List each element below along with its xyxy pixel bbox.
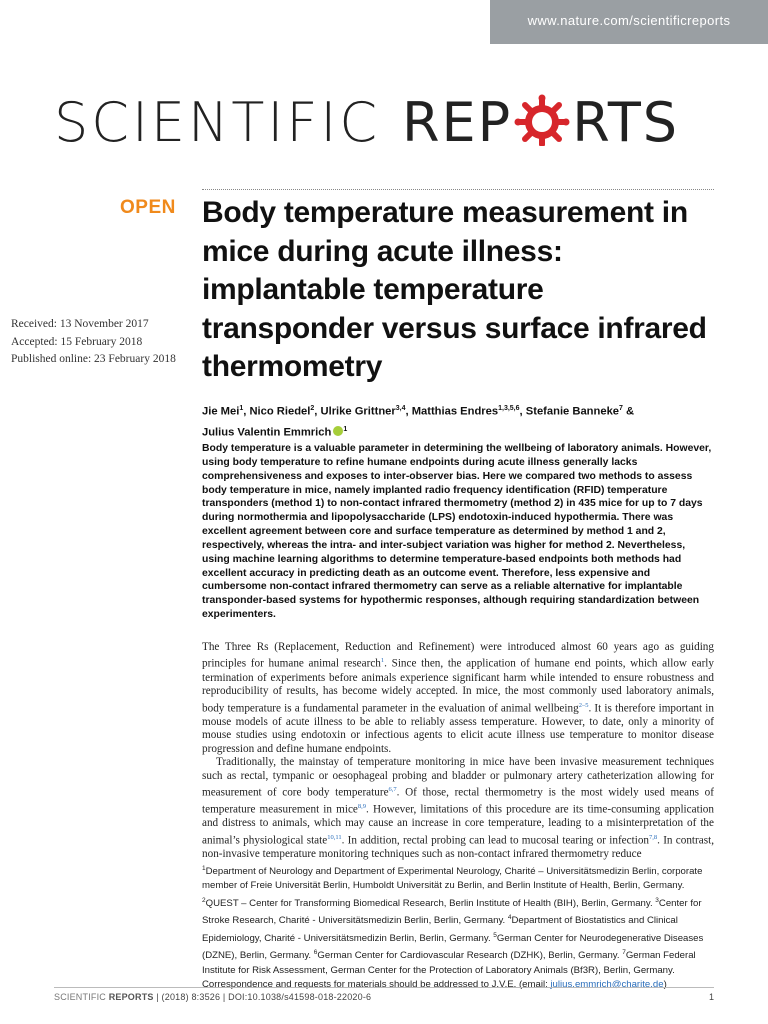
reference-link[interactable]: 8,9 (357, 803, 367, 811)
affiliation-4: Department of Biostatistics and Clinical Epidemiology, Charité - Universitätsmedizin Berlin, Berlin, Germany. (202, 915, 678, 944)
body-paragraph: Traditionally, the mainstay of temperature monitoring in mice have been invasive measurement techniques such as rectal, tympanic or oesophageal probing and bladder or pulmonary artery catheterization allowing for measurement of core body temperature$^{6,7}$. Of those, rectal thermometry is the most widely used means of temperature measurement in mice$^{8,9}$. However, limitations of this procedure are its time-consuming application and distress to animals, which may cause an increase in core temperature, leading to a misinterpretation of the animal’s physiological state$^{10,11}$. In addition, rectal probing can lead to mucosal tearing or infection$^{7,8}$. In contrast, non-invasive temperature monitoring techniques such as non-contact infrared thermometry reduce (202, 756, 714, 861)
affiliation-7: German Federal Institute for Risk Assessment, German Center for the Protection of Laboratory Animals (Bf3R), Berlin, Germany. (202, 950, 696, 976)
author-affiliation: 2 (310, 405, 315, 412)
received-date: Received: 13 November 2017 (11, 318, 149, 330)
open-access-label: OPEN (120, 197, 176, 218)
correspondence-note: Correspondence and requests for materials should be addressed to J.V.E. (email: (202, 979, 551, 991)
author-affiliation: 3,4 (395, 405, 406, 412)
reference-link[interactable]: 10,11 (327, 833, 342, 841)
affiliations: $^1$Department of Neurology and Department of Experimental Neurology, Charité – Universitätsmedizin Berlin, corporate member of Freie Universität Berlin, Humboldt Universität zu Berlin, and Berlin Institute of Health, Berlin, Germany. $^2$QUEST – Center for Transforming Biomedical Research, Berlin Institute of Health (BIH), Berlin, Germany. $^3$Center for Stroke Research, Charité - Universitätsmedizin Berlin, Berlin, Germany. $^4$Department of Biostatistics and Clinical Epidemiology, Charité - Universitätsmedizin Berlin, Berlin, Germany. $^5$German Center for Neurodegenerative Diseases (DZNE), Berlin, Germany. $^6$German Center for Cardiovascular Research (DZHK), Berlin, Germany. $^7$German Federal Institute for Risk Assessment, German Center for the Protection of Laboratory Animals (Bf3R), Berlin, Germany. Correspondence and requests for materials should be addressed to J.V.E. (email: julius.emmrich@charite.de) (202, 865, 704, 991)
reference-link[interactable]: 1 (380, 657, 385, 665)
accepted-date: Accepted: 15 February 2018 (11, 335, 143, 348)
author-name[interactable]: Jie Mei (202, 405, 240, 418)
footer-divider (54, 987, 714, 988)
published-date: Published online: 23 February 2018 (11, 353, 176, 365)
reference-link[interactable]: 7,8 (649, 833, 658, 841)
masthead-rts: RTS (572, 90, 680, 154)
article-title: Body temperature measurement in mice during acute illness: implantable temperature transponder versus surface infrared thermometry (202, 196, 707, 383)
author-affiliation: 7 (619, 405, 623, 412)
body-paragraph: The Three Rs (Replacement, Reduction and Refinement) were introduced almost 60 years ago as guiding principles for humane animal research$^1$. Since then, the application of humane end points, which allow early termination of experiments before animals experience significant harm while intended to ensure robustness and reproducibility of results, has become widely accepted. In mice, the most commonly used laboratory animals, body temperature is a fundamental parameter in the evaluation of animal wellbeing$^{2-5}$. It is therefore important in mouse models of acute illness to be able to reliably assess temperature. However, to date, only a minority of mouse studies using endotoxin or infectious agents to elicit acute illness use temperature to monitor disease progression and define humane endpoints. (202, 641, 715, 755)
affiliation-1: Department of Neurology and Department of Experimental Neurology, Charité – Universitätsmedizin Berlin, corporate member of Freie Universität Berlin, Humboldt Universität zu Berlin, and Berlin Institute of Health, Berlin, Germany. (202, 866, 703, 892)
footer-citation[interactable]: | (2018) 8:3526 | DOI:10.1038/s41598-018-22020-6 (153, 992, 372, 1002)
orcid-icon[interactable] (333, 426, 343, 436)
author-affiliation: 1,3,5,6 (498, 405, 520, 412)
correspondence-email-link[interactable]: julius.emmrich@charite.de (550, 979, 664, 991)
affiliation-2: QUEST – Center for Transforming Biomedical Research, Berlin Institute of Health (BIH), Berlin, Germany. (205, 897, 656, 909)
page-number: 1 (708, 992, 714, 1002)
header-divider (202, 189, 714, 190)
journal-url[interactable]: www.nature.com/scientificreports (527, 13, 731, 28)
journal-url-bar (490, 0, 768, 44)
page-footer (54, 992, 371, 1002)
footer-journal: SCIENTIFIC (54, 992, 109, 1002)
abstract: Body temperature is a valuable parameter in determining the wellbeing of laboratory animals. However, using body temperature to refine humane endpoints during acute illness generally lacks comprehensiveness and exposes to inter-observer bias. Here we compared two methods to assess body temperature in mice, namely implanted radio frequency identification (RFID) temperature transponders (method 1) to non-contact infrared thermometry (method 2) in 435 mice for up to 7 days during normothermia and lipopolysaccharide (LPS) endotoxin-induced hypothermia. There was excellent agreement between core and surface temperature as determined by method 1 and 2, respectively, whereas the intra- and inter-subject variation was higher for method 2. Nevertheless, using machine learning algorithms to determine temperature-based endpoints both methods had excellent accuracy in predicting death as an outcome event. Therefore, less expensive and cumbersome non-contact infrared thermometry can serve as a reliable alternative for implantable transponder-based systems for hypothermic responses, although requiring standardization between experimenters. (202, 443, 712, 621)
affiliation-6: German Center for Cardiovascular Research (DZHK), Berlin, Germany. (317, 950, 623, 962)
reference-link[interactable]: 6,7 (388, 786, 397, 793)
masthead-scientific: SCIENTIFIC (54, 90, 381, 154)
gear-logo-icon (514, 94, 570, 150)
author-name[interactable]: Ulrike Grittner (320, 405, 396, 418)
article-dates (11, 316, 176, 369)
author-list: Jie Mei$^1$, Nico Riedel$^2$, Ulrike Grittner$^{3,4}$, Matthias Endres$^{1,3,5,6}$, Stefanie Banneke$^7$ & Julius Valentin Emmrich $^1$ (202, 405, 635, 439)
journal-masthead (54, 82, 679, 162)
footer-journal-reports: REPORTS (108, 992, 154, 1002)
reference-link[interactable]: 2–5 (578, 701, 589, 709)
author-name[interactable]: Stefanie Banneke (525, 405, 620, 418)
masthead-reports (402, 91, 679, 154)
affiliation-5: German Center for Neurodegenerative Diseases (DZNE), Berlin, Germany. (202, 932, 704, 962)
author-name[interactable]: Matthias Endres (411, 405, 499, 418)
affiliation-3: Center for Stroke Research, Charité - Universitätsmedizin Berlin, Berlin, Germany. (202, 897, 702, 927)
author-name[interactable]: Nico Riedel (249, 405, 311, 418)
author-affiliation: 1 (239, 405, 244, 412)
author-name[interactable]: Julius Valentin Emmrich (202, 426, 332, 439)
author-affiliation: 1 (343, 425, 348, 433)
masthead-rep: REP (402, 90, 513, 154)
article-body (202, 641, 714, 861)
